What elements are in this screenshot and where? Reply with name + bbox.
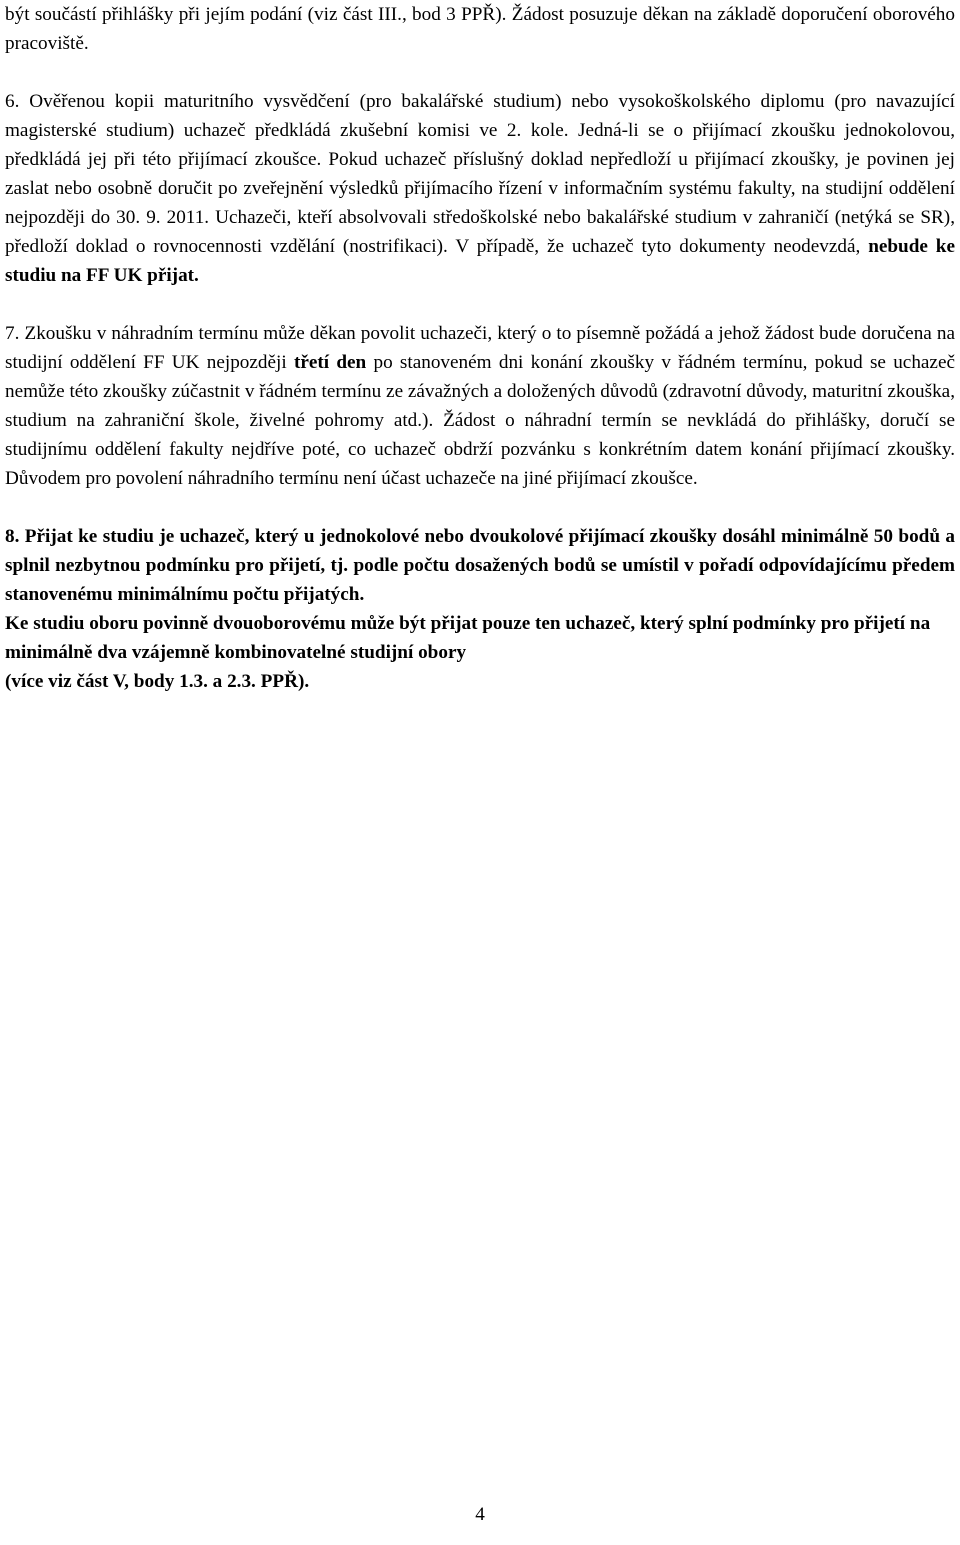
- paragraph-gap: [5, 290, 955, 319]
- paragraph-8-text: 8. Přijat ke studiu je uchazeč, který u jednokolové nebo dvoukolové přijímací zkoušky dosáhl minimálně 50 bodů a splnil nezbytnou podmínku pro přijetí, tj. podle počtu dosažených bodů se umístil v pořadí odpovídajícímu předem stanovenému minimálnímu počtu přijatých.: [5, 526, 955, 605]
- paragraph-8: [5, 522, 955, 609]
- paragraph-intro-text: být součástí přihlášky při jejím podání (viz část III., bod 3 PPŘ). Žádost posuzuje děkan na základě doporučení oborového pracoviště.: [5, 4, 955, 54]
- page-number: 4: [475, 1504, 485, 1525]
- paragraph-7-text-start: 7. Zkoušku v náhradním termínu může děkan povolit uchazeči, který o to písemně požádá a jehož žádost bude doručena na studijní oddělení FF UK nejpozději: [5, 323, 955, 373]
- paragraph-6-bold-text: nebude ke studiu na FF UK přijat.: [5, 236, 955, 286]
- paragraph-7-text-end: po stanoveném dni konání zkoušky v řádném termínu, pokud se uchazeč nemůže této zkoušky zúčastnit v řádném termínu ze závažných a doložených důvodů (zdravotní důvody, maturitní zkouška, studium na zahraniční škole, živelné pohromy atd.). Žádost o náhradní termín se nevkládá do přihlášky, doručí se studijnímu oddělení fakulty nejdříve poté, co uchazeč obdrží pozvánku s konkrétním datem konání přijímací zkoušky. Důvodem pro povolení náhradního termínu není účast uchazeče na jiné přijímací zkoušce.: [5, 352, 955, 489]
- paragraph-6: [5, 87, 955, 290]
- paragraph-gap: [5, 493, 955, 522]
- paragraph-7-bold-text: třetí den: [293, 352, 367, 373]
- paragraph-intro: [5, 0, 955, 58]
- paragraph-7: [5, 319, 955, 493]
- paragraph-6-text: 6. Ověřenou kopii maturitního vysvědčení (pro bakalářské studium) nebo vysokoškolského diplomu (pro navazující magisterské studium) uchazeč předkládá zkušební komisi ve 2. kole. Jedná-li se o přijímací zkoušku jednokolovou, předkládá jej při této přijímací zkoušce. Pokud uchazeč příslušný doklad nepředloží u přijímací zkoušky, je povinen jej zaslat nebo osobně doručit po zveřejnění výsledků přijímacího řízení v informačním systému fakulty, na studijní oddělení nejpozději do 30. 9. 2011. Uchazeči, kteří absolvovali středoškolské nebo bakalářské studium v zahraničí (netýká se SR), předloží doklad o rovnocennosti vzdělání (nostrifikaci). V případě, že uchazeč tyto dokumenty neodevzdá,: [5, 91, 955, 257]
- paragraph-9: [5, 609, 955, 696]
- paragraph-gap: [5, 58, 955, 87]
- paragraph-9-line-1: Ke studiu oboru povinně dvouoborovému může být přijat pouze ten uchazeč, který splní podmínky pro přijetí na minimálně dva vzájemně kombinovatelné studijní obory: [5, 613, 931, 663]
- paragraph-9-line-2: (více viz část V, body 1.3. a 2.3. PPŘ).: [5, 671, 310, 692]
- document-page: [5, 0, 955, 696]
